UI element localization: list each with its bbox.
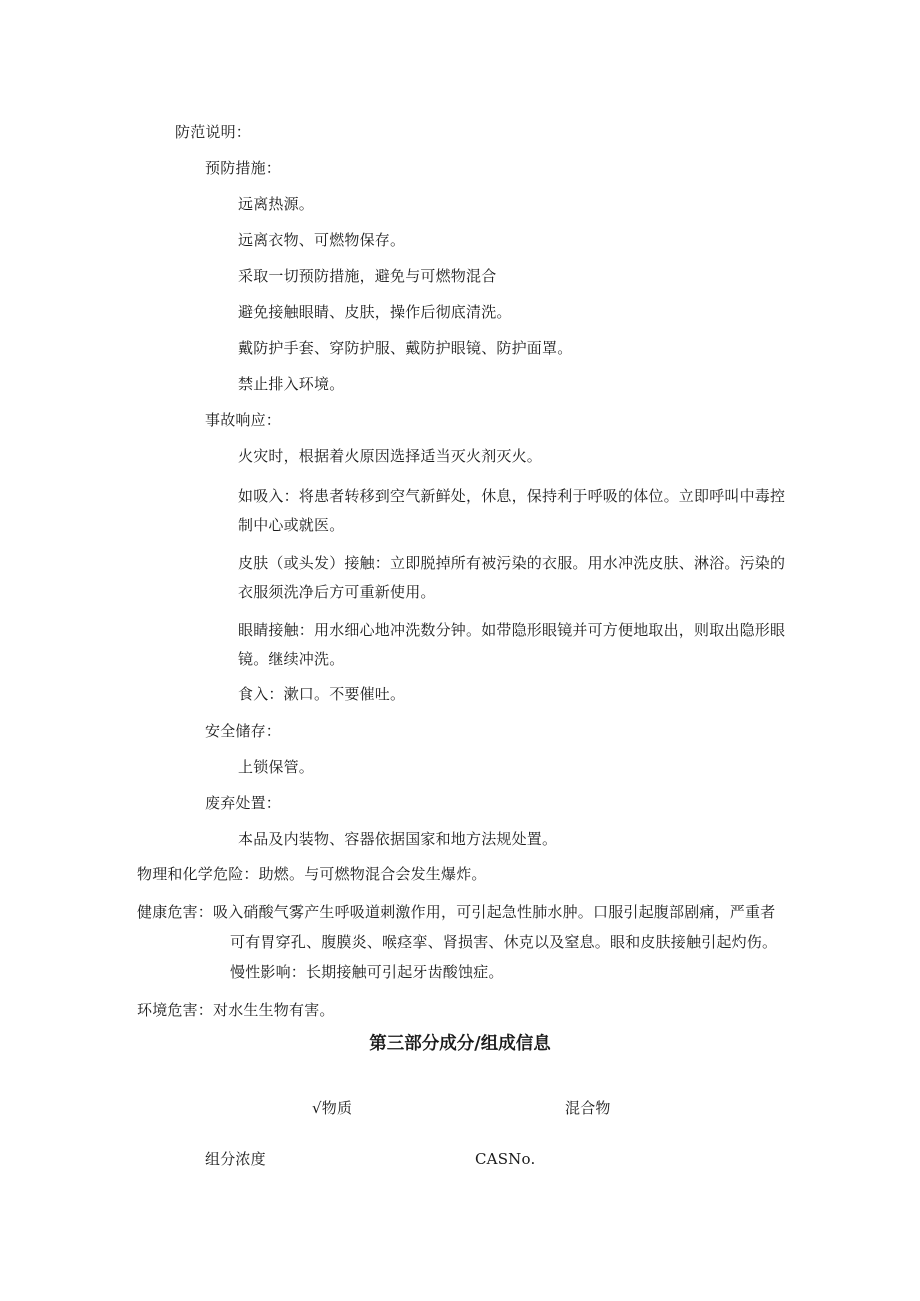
response-title: 事故响应： <box>205 411 282 429</box>
response-item: 皮肤（或头发）接触：立即脱掉所有被污染的衣服。用水冲洗皮肤、淋浴。污染的衣服须洗净后方可重新使用。 <box>238 554 786 601</box>
prevention-item: 禁止排入环境。 <box>238 375 345 393</box>
concentration-column-header: 组分浓度 <box>205 1150 266 1168</box>
health-hazard: 健康危害：吸入硝酸气雾产生呼吸道刺激作用，可引起急性肺水肿。口服引起腹部剧痛，严重者 <box>137 903 776 921</box>
storage-item: 上锁保管。 <box>238 758 315 776</box>
prevention-item: 远离热源。 <box>238 195 315 213</box>
mixture-option: 混合物 <box>565 1099 611 1117</box>
section-heading: 第三部分成分/组成信息 <box>369 1034 551 1054</box>
prevention-title: 预防措施： <box>205 159 282 177</box>
response-item: 如吸入：将患者转移到空气新鲜处，休息，保持利于呼吸的体位。立即呼叫中毒控制中心或就医。 <box>238 487 786 534</box>
disposal-title: 废弃处置： <box>205 794 282 812</box>
chronic-effect: 慢性影响：长期接触可引起牙齿酸蚀症。 <box>230 963 504 981</box>
substance-option: √物质 <box>312 1099 353 1117</box>
health-hazard-continued: 可有胃穿孔、腹膜炎、喉痉挛、肾损害、休克以及窒息。眼和皮肤接触引起灼伤。 <box>230 933 778 951</box>
response-item: 眼睛接触：用水细心地冲洗数分钟。如带隐形眼镜并可方便地取出，则取出隐形眼镜。继续冲洗。 <box>238 621 786 668</box>
prevention-item: 远离衣物、可燃物保存。 <box>238 231 406 249</box>
environment-hazard: 环境危害：对水生生物有害。 <box>137 1001 335 1019</box>
cas-column-header: CASNo. <box>475 1150 536 1168</box>
prevention-item: 避免接触眼睛、皮肤，操作后彻底清洗。 <box>238 303 512 321</box>
precautions-title: 防范说明： <box>175 123 252 141</box>
prevention-item: 采取一切预防措施，避免与可燃物混合 <box>238 267 497 285</box>
physical-hazard: 物理和化学危险：助燃。与可燃物混合会发生爆炸。 <box>137 865 487 883</box>
disposal-item: 本品及内装物、容器依据国家和地方法规处置。 <box>238 830 558 848</box>
prevention-item: 戴防护手套、穿防护服、戴防护眼镜、防护面罩。 <box>238 339 573 357</box>
storage-title: 安全储存： <box>205 722 282 740</box>
response-item: 火灾时，根据着火原因选择适当灭火剂灭火。 <box>238 447 543 465</box>
response-item: 食入：漱口。不要催吐。 <box>238 685 406 703</box>
